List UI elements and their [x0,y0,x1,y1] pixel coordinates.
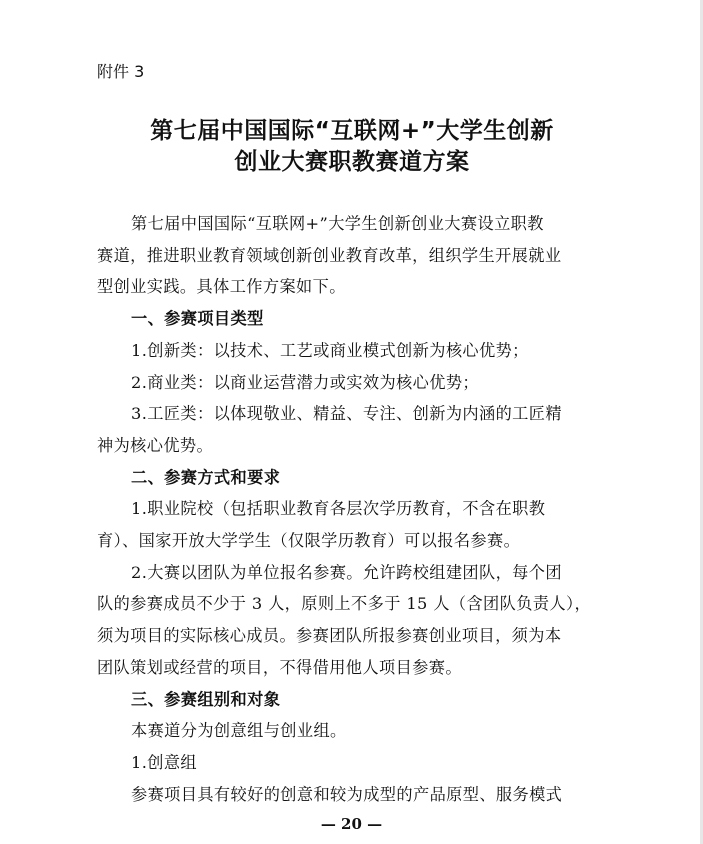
page-number: — 20 — [320,815,383,833]
paragraph-line: 团队策划或经营的项目，不得借用他人项目参赛。 [97,657,462,677]
paragraph-line: 须为项目的实际核心成员。参赛团队所报参赛创业项目，须为本 [97,626,562,646]
section-heading: 三、参赛组别和对象 [131,689,281,709]
paragraph-line: 参赛项目具有较好的创意和较为成型的产品原型、服务模式 [131,784,563,804]
section-heading: 一、参赛项目类型 [131,309,264,329]
paragraph-line: 3.工匠类：以体现敬业、精益、专注、创新为内涵的工匠精 [131,404,562,424]
paragraph-line: 1.职业院校（包括职业教育各层次学历教育，不含在职教 [131,499,546,519]
paragraph-line: 本赛道分为创意组与创业组。 [131,721,347,741]
document-title-line-1: 第七届中国国际“互联网+”大学生创新 [150,118,554,144]
paragraph-line: 2.大赛以团队为单位报名参赛。允许跨校组建团队，每个团 [131,562,562,582]
paragraph-line: 神为核心优势。 [97,435,214,455]
paragraph-line: 第七届中国国际“互联网+”大学生创新创业大赛设立职教 [131,214,544,233]
document-body [97,208,612,810]
section-heading: 二、参赛方式和要求 [131,467,281,487]
document-title-line-2: 创业大赛职教赛道方案 [234,149,470,175]
paragraph-line: 1.创新类：以技术、工艺或商业模式创新为核心优势； [131,340,529,360]
attachment-label: 附件 3 [97,62,145,81]
paragraph-line: 2.商业类：以商业运营潜力或实效为核心优势； [131,372,479,392]
paragraph-line: 1.创意组 [131,752,198,772]
paragraph-line: 育）、国家开放大学学生（仅限学历教育）可以报名参赛。 [97,531,521,551]
paragraph-line: 队的参赛成员不少于 3 人，原则上不多于 15 人（含团队负责人）， [97,594,592,614]
paragraph-line: 型创业实践。具体工作方案如下。 [97,277,346,297]
paragraph-line: 赛道，推进职业教育领域创新创业教育改革，组织学生开展就业 [97,245,562,265]
